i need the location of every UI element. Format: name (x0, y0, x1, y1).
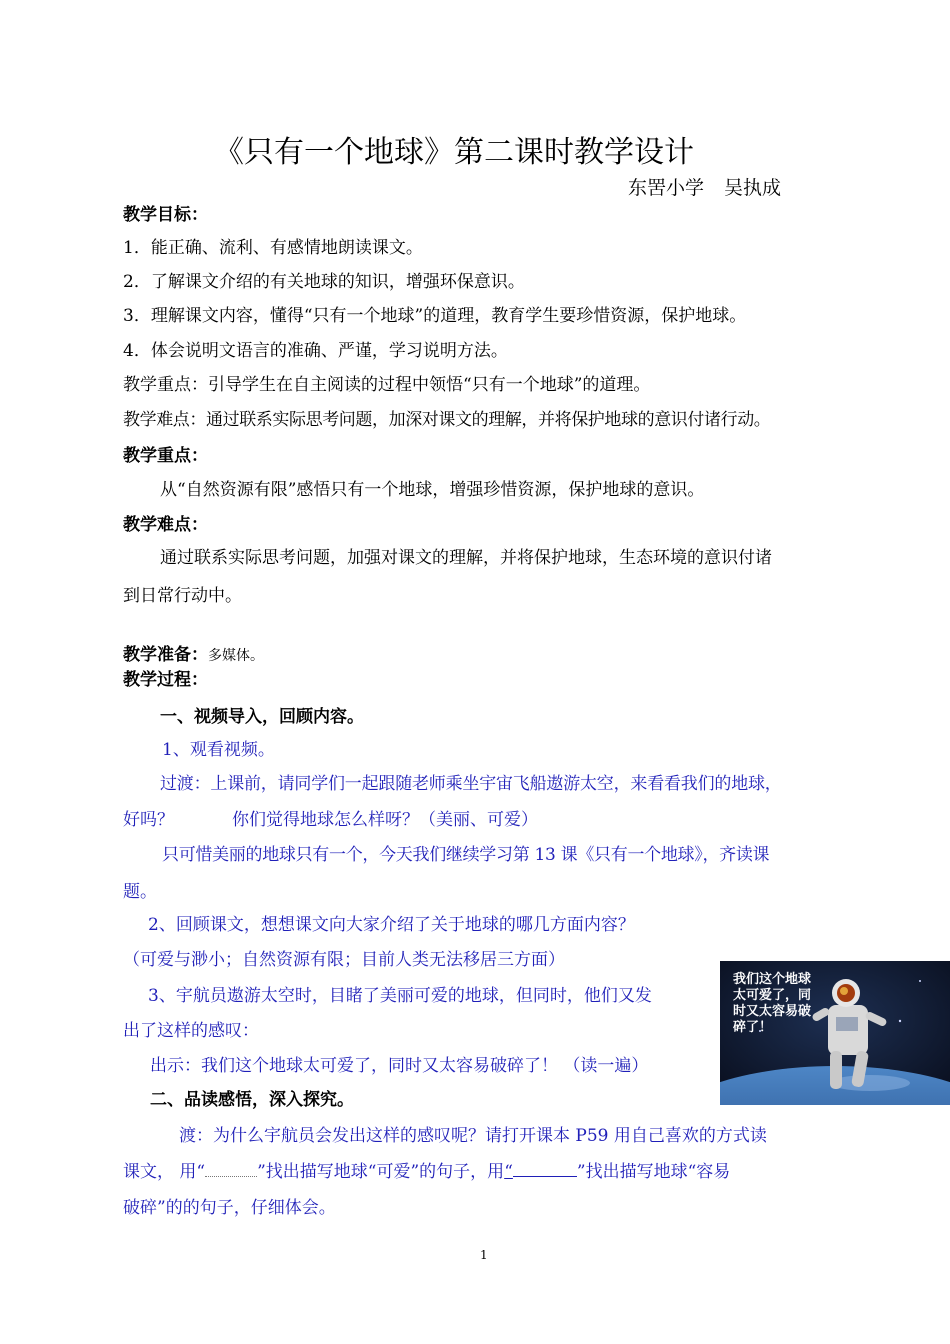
author-line: 东罟小学 吴执成 (628, 177, 782, 199)
difficulty-text: 通过联系实际思考问题，加强对课文的理解，并将保护地球，生态环境的意识付诸 (160, 548, 772, 568)
show-quote: 出示：我们这个地球太可爱了，同时又太容易破碎了！ （读一遍） (150, 1056, 649, 1076)
astronaut-image (720, 961, 950, 1105)
step3: 3、宇航员遨游太空时，目睹了美丽可爱的地球，但同时，他们又发 (148, 986, 652, 1006)
objective-item: 4．体会说明文语言的准确、严谨，学习说明方法。 (123, 341, 508, 361)
image-caption (733, 972, 811, 1036)
page-number: 1 (480, 1248, 488, 1262)
difficulty-heading: 教学难点： (123, 515, 208, 535)
transition-line: 过渡：上课前，请同学们一起跟随老师乘坐宇宙飞船遨游太空，来看看我们的地球， (160, 774, 782, 794)
section2-heading: 二、品读感悟，深入探究。 (150, 1090, 354, 1110)
document-title: 《只有一个地球》第二课时教学设计 (214, 135, 694, 170)
step2: 2、回顾课文，想想课文向大家介绍了关于地球的哪几方面内容？ (148, 915, 635, 935)
section2-line-end: 破碎”的的句子，仔细体会。 (123, 1198, 336, 1218)
underline-quote-open: “ (504, 1162, 513, 1182)
section2-line-cont (123, 1157, 730, 1182)
straight-underline-sample (513, 1164, 577, 1177)
wavy-underline-sample (205, 1164, 257, 1177)
caption-line: 太可爱了，同 (733, 988, 812, 1003)
objectives-heading: 教学目标： (123, 205, 208, 225)
transition-question: 好吗？ (123, 810, 174, 830)
key-point-heading: 教学重点： (123, 446, 208, 466)
pity-line: 只可惜美丽的地球只有一个，今天我们继续学习第 13 课《只有一个地球》，齐读课 (162, 845, 770, 865)
underline-instruction-a: 课文， 用“ (123, 1162, 206, 1182)
underline-instruction-b: ”找出描写地球“可爱”的句子，用 (257, 1162, 505, 1182)
underline-instruction-d: ”找出描写地球“容易 (576, 1162, 731, 1182)
caption-line: 时又太容易破 (733, 1004, 812, 1019)
section1-heading: 一、视频导入，回顾内容。 (160, 707, 364, 727)
pity-line-cont: 题。 (123, 882, 157, 902)
objective-item: 2．了解课文介绍的有关地球的知识，增强环保意识。 (123, 272, 525, 292)
step2-answer: （可爱与渺小；自然资源有限；目前人类无法移居三方面） (123, 950, 565, 970)
objective-item: 3．理解课文内容，懂得“只有一个地球”的道理，教育学生要珍惜资源，保护地球。 (123, 306, 747, 326)
process-heading: 教学过程： (123, 670, 208, 690)
section2-line: 渡：为什么宇航员会发出这样的感叹呢？请打开课本 P59 用自己喜欢的方式读 (179, 1126, 767, 1146)
key-point-inline: 教学重点：引导学生在自主阅读的过程中领悟“只有一个地球”的道理。 (123, 375, 651, 395)
transition-line-cont (123, 805, 538, 830)
key-point-text: 从“自然资源有限”感悟只有一个地球，增强珍惜资源，保护地球的意识。 (160, 480, 705, 500)
transition-question-2: 你们觉得地球怎么样呀？（美丽、可爱） (232, 810, 538, 830)
difficulty-inline: 教学难点：通过联系实际思考问题，加深对课文的理解，并将保护地球的意识付诸行动。 (123, 410, 771, 430)
preparation-value: 多媒体。 (208, 648, 264, 664)
step3-cont: 出了这样的感叹： (123, 1021, 259, 1041)
preparation-heading: 教学准备： (123, 645, 208, 665)
step1: 1、观看视频。 (162, 740, 275, 760)
caption-line: 我们这个地球 (733, 972, 812, 987)
objective-item: 1．能正确、流利、有感情地朗读课文。 (123, 238, 423, 258)
caption-line: 碎了！ (733, 1020, 773, 1035)
difficulty-text-cont: 到日常行动中。 (123, 586, 242, 606)
preparation-line (123, 640, 264, 665)
